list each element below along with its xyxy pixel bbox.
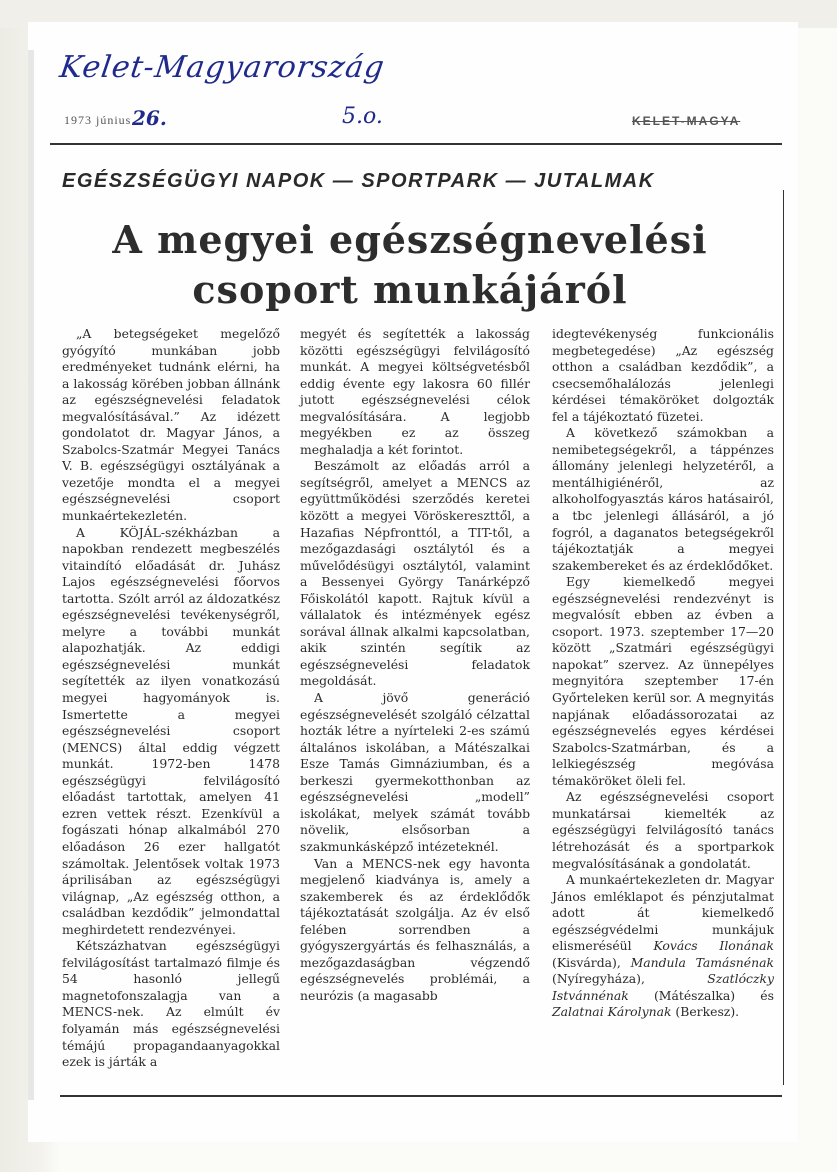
- paragraph: megyét és segítették a lakosság közötti egészségügyi felvilágosító munkát. A megyei költségvetésből eddig évente egy lakosra 60 fillér jutott egészségnevelési célok megvalósítására. A legjobb megyékben ez az összeg meghaladja a két forintot.: [300, 326, 530, 457]
- paragraph: Van a MENCS-nek egy havonta megjelenő kiadványa is, amely a szakemberek és az érdeklődők tájékoztatását szolgálja. Az év első felében sorrendben a gyógyszergyártás és felhasználás, a mezőgazdaságban végzendő egészségnevelés problémái, a neurózis (a magasabb: [300, 855, 530, 1003]
- paragraph: A következő számokban a nemibetegségekről, a táppénzes állomány jelenlegi helyzetéről, a mentálhigiénéről, az alkoholfogyasztás káros hatásairól, a tbc jelenlegi állásáról, a jó fogról, a daganatos betegségekről tájékoztatják a megyei szakembereket és az érdeklődőket.: [552, 425, 774, 573]
- paragraph: idegtevékenység funkcionális megbetegedése) „Az egészség otthon a családban kezdődik”, a csecsemőhalálozás jelenlegi kérdései témaköröket dolgozták fel a tájékoztató füzetei.: [552, 326, 774, 424]
- article-kicker: EGÉSZSÉGÜGYI NAPOK — SPORTPARK — JUTALMAK: [62, 170, 655, 192]
- awardee-place: (Berkesz).: [671, 1004, 740, 1020]
- awardee-place: (Kisvárda),: [552, 954, 631, 970]
- awardee-name: Szatlóczky Istvánnénak: [552, 971, 774, 1003]
- column-border-right: [783, 190, 784, 1085]
- awardee-place: (Mátészalka) és: [628, 987, 774, 1003]
- paragraph: Kétszázhatvan egészségügyi felvilágosítást tartalmazó filmje és 54 hasonló jellegű magnetofonszalagja van a MENCS-nek. Az elmúlt év folyamán más egészségnevelési témájú propagandaanyagokkal ezek is járták a: [62, 938, 280, 1070]
- top-rule: [50, 143, 782, 145]
- paragraph: Egy kiemelkedő megyei egészségnevelési rendezvényt is megvalósít ebben az évben a csoport. 1973. szeptember 17—20 között „Szatmári egészségügyi napokat” szervez. Az ünnepélyes megnyitóra szeptember 17-én Győrteleken kerül sor. A megnyitás napjának előadássorozatai az egészségnevelés egyes kérdései Szabolcs-Szatmárban, és a lelkiegészség megóvása témaköröket öleli fel.: [552, 574, 774, 788]
- paragraph: Az egészségnevelési csoport munkatársai kiemelték az egészségügyi felvilágosító tanács létrehozását és a sportparkok megvalósításának a gondolatát.: [552, 789, 774, 871]
- handwritten-page-number: 5.o.: [342, 104, 383, 129]
- awardee-place: (Nyíregyháza),: [552, 971, 708, 987]
- awardee-name: Zalatnai Károlynak: [552, 1004, 672, 1020]
- masthead-fragment: KELET-MAGYA: [632, 114, 741, 128]
- headline-line-1: A megyei egészségnevelési: [112, 217, 708, 262]
- awardee-name: Mandula Tamásnénak: [630, 954, 774, 970]
- handwritten-publication-name: Kelet-Magyarország: [57, 50, 388, 85]
- paragraph: Beszámolt az előadás arról a segítségről, amelyet a MENCS az együttműködési szerződés keretei között a megyei Vöröskereszttől, a Hazafias Népfronttól, a TIT-től, a mezőgazdasági osztálytól és a művelődésügyi osztálytól, valamint a Bessenyei György Tanárképző Főiskolától kapott. Rajtuk kívül a vállalatok és intézmények egész sorával állnak alkalmi kapcsolatban, akik szintén segítik az egészségnevelési feladatok megoldását.: [300, 458, 530, 689]
- awards-paragraph: [552, 872, 774, 1021]
- paragraph: A KÖJÁL-székházban a napokban rendezett megbeszélés vitaindító előadását dr. Juhász Lajos egészségnevelési főorvos tartotta. Szólt arról az áldozatkész egészségnevelési tevékenységről, melyre a további munkát alapozhatják. Az eddigi egészségnevelési munkát segítették az ilyen vonatkozású megyei hagyományok is. Ismertette a megyei egészségnevelési csoport (MENCS) által eddig végzett munkát. 1972-ben 1478 egészségügyi felvilágosító előadást tartottak, amelyen 41 ezren vettek részt. Ezenkívül a fogászati hónap alkalmából 270 előadáson 26 ezer hallgatót számoltak. Jelentősek voltak 1973 áprilisában az egészségügyi világnap, „Az egészség otthon, a családban kezdődik” jelmondattal meghirdetett rendezvényei.: [62, 524, 280, 937]
- awardee-name: Kovács Ilonának: [653, 938, 774, 954]
- article-column-2: [300, 326, 530, 1004]
- headline-line-2: csoport munkájáról: [192, 267, 628, 312]
- article-column-3: [552, 326, 774, 1021]
- awards-lead: A munkaértekezleten dr. Magyar János emléklapot és pénzjutalmat adott át kiemelkedő egészségvédelmi munkájuk elismeréséül: [552, 872, 774, 954]
- clipping-edge-shadow: [28, 50, 34, 1100]
- printed-date: 1973 június: [64, 113, 132, 127]
- paragraph: „A betegségeket megelőző gyógyító munkában jobb eredményeket tudnánk elérni, ha a lakosság körében jobban állnánk az egészségnevelési feladatok megvalósításával.” Az idézett gondolatot dr. Magyar János, a Szabolcs-Szatmár Megyei Tanács V. B. egészségügyi osztályának a vezetője mondta el a megyei egészségnevelési csoport munkaértekezletén.: [62, 326, 280, 524]
- paragraph: A jövő generáció egészségnevelését szolgáló célzattal hozták létre a nyírteleki 2-es számú általános iskolában, a Mátészalkai Esze Tamás Gimnáziumban, és a berkeszi gyermekotthonban az egészségnevelési „modell” iskolákat, melyek számát tovább növelik, elsősorban a szakmunkásképző intézeteknél.: [300, 690, 530, 854]
- bottom-rule: [60, 1095, 782, 1097]
- article-column-1: [62, 326, 280, 1071]
- article-headline: [60, 215, 760, 315]
- handwritten-day: 26.: [132, 106, 167, 130]
